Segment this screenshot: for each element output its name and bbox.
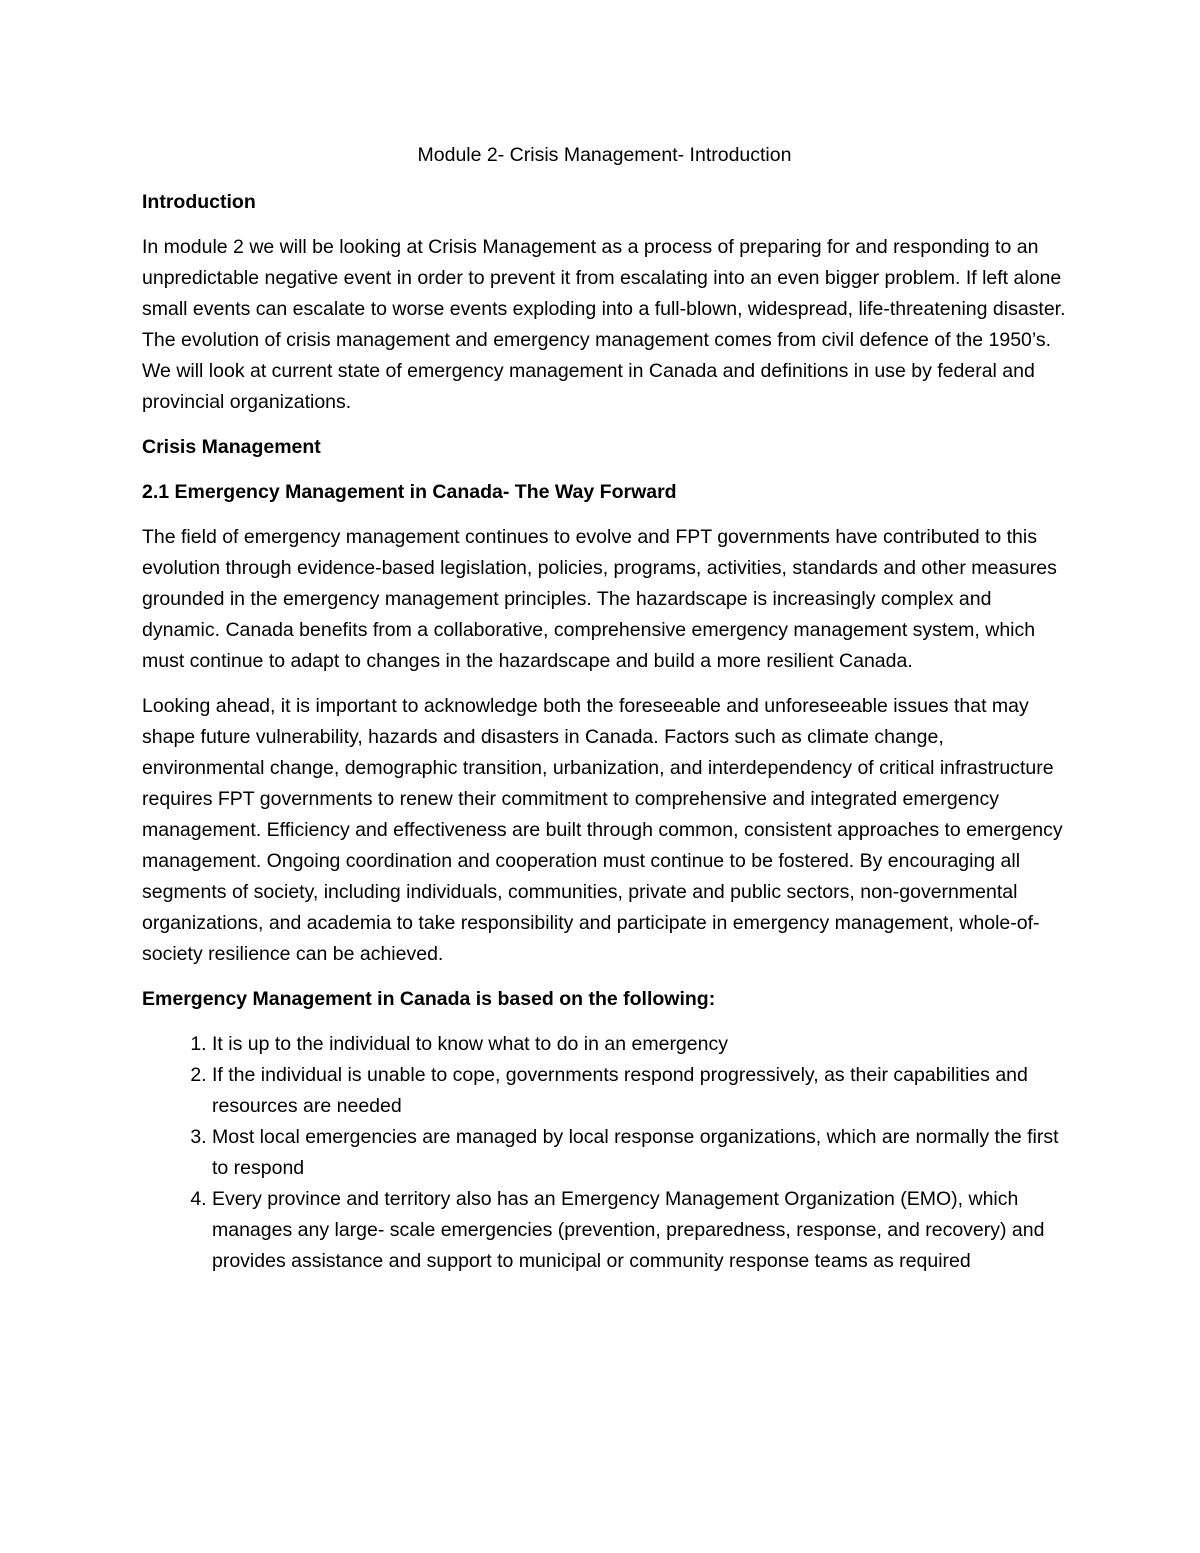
- introduction-paragraph: In module 2 we will be looking at Crisis Management as a process of preparing for and responding to an unpredictable negative event in order to prevent it from escalating into an even bigger problem. If left alone small events can escalate to worse events exploding into a full-blown, widespread, life-threatening disaster. The evolution of crisis management and emergency management comes from civil defence of the 1950’s. We will look at current state of emergency management in Canada and definitions in use by federal and provincial organizations.: [142, 236, 1066, 413]
- section-2-1-heading: 2.1 Emergency Management in Canada- The Way Forward: [142, 481, 677, 503]
- list-item: 4. Every province and territory also has an Emergency Management Organization (EMO), which manages any large- scale emergencies (prevention, preparedness, response, and recovery) and provides assistance and support to municipal or community response teams as required: [212, 1184, 1067, 1277]
- document-title: Module 2- Crisis Management- Introduction: [417, 144, 792, 166]
- basis-list: [142, 1029, 1067, 1277]
- document-body: [142, 140, 1067, 1277]
- list-item: 3. Most local emergencies are managed by local response organizations, which are normally the first to respond: [212, 1122, 1067, 1184]
- looking-ahead-paragraph: Looking ahead, it is important to acknowledge both the foreseeable and unforeseeable issues that may shape future vulnerability, hazards and disasters in Canada. Factors such as climate change, environmental change, demographic transition, urbanization, and interdependency of critical infrastructure requires FPT governments to renew their commitment to comprehensive and integrated emergency management. Efficiency and effectiveness are built through common, consistent approaches to emergency management. Ongoing coordination and cooperation must continue to be fostered. By encouraging all segments of society, including individuals, communities, private and public sectors, non-governmental organizations, and academia to take responsibility and participate in emergency management, whole-of-society resilience can be achieved.: [142, 695, 1063, 965]
- list-heading: Emergency Management in Canada is based on the following:: [142, 988, 716, 1010]
- introduction-heading: Introduction: [142, 191, 256, 213]
- list-item: 1. It is up to the individual to know what to do in an emergency: [212, 1029, 1067, 1060]
- crisis-management-heading: Crisis Management: [142, 436, 321, 458]
- way-forward-paragraph: The field of emergency management continues to evolve and FPT governments have contributed to this evolution through evidence-based legislation, policies, programs, activities, standards and other measures grounded in the emergency management principles. The hazardscape is increasingly complex and dynamic. Canada benefits from a collaborative, comprehensive emergency management system, which must continue to adapt to changes in the hazardscape and build a more resilient Canada.: [142, 526, 1057, 672]
- list-item: 2. If the individual is unable to cope, governments respond progressively, as their capabilities and resources are needed: [212, 1060, 1067, 1122]
